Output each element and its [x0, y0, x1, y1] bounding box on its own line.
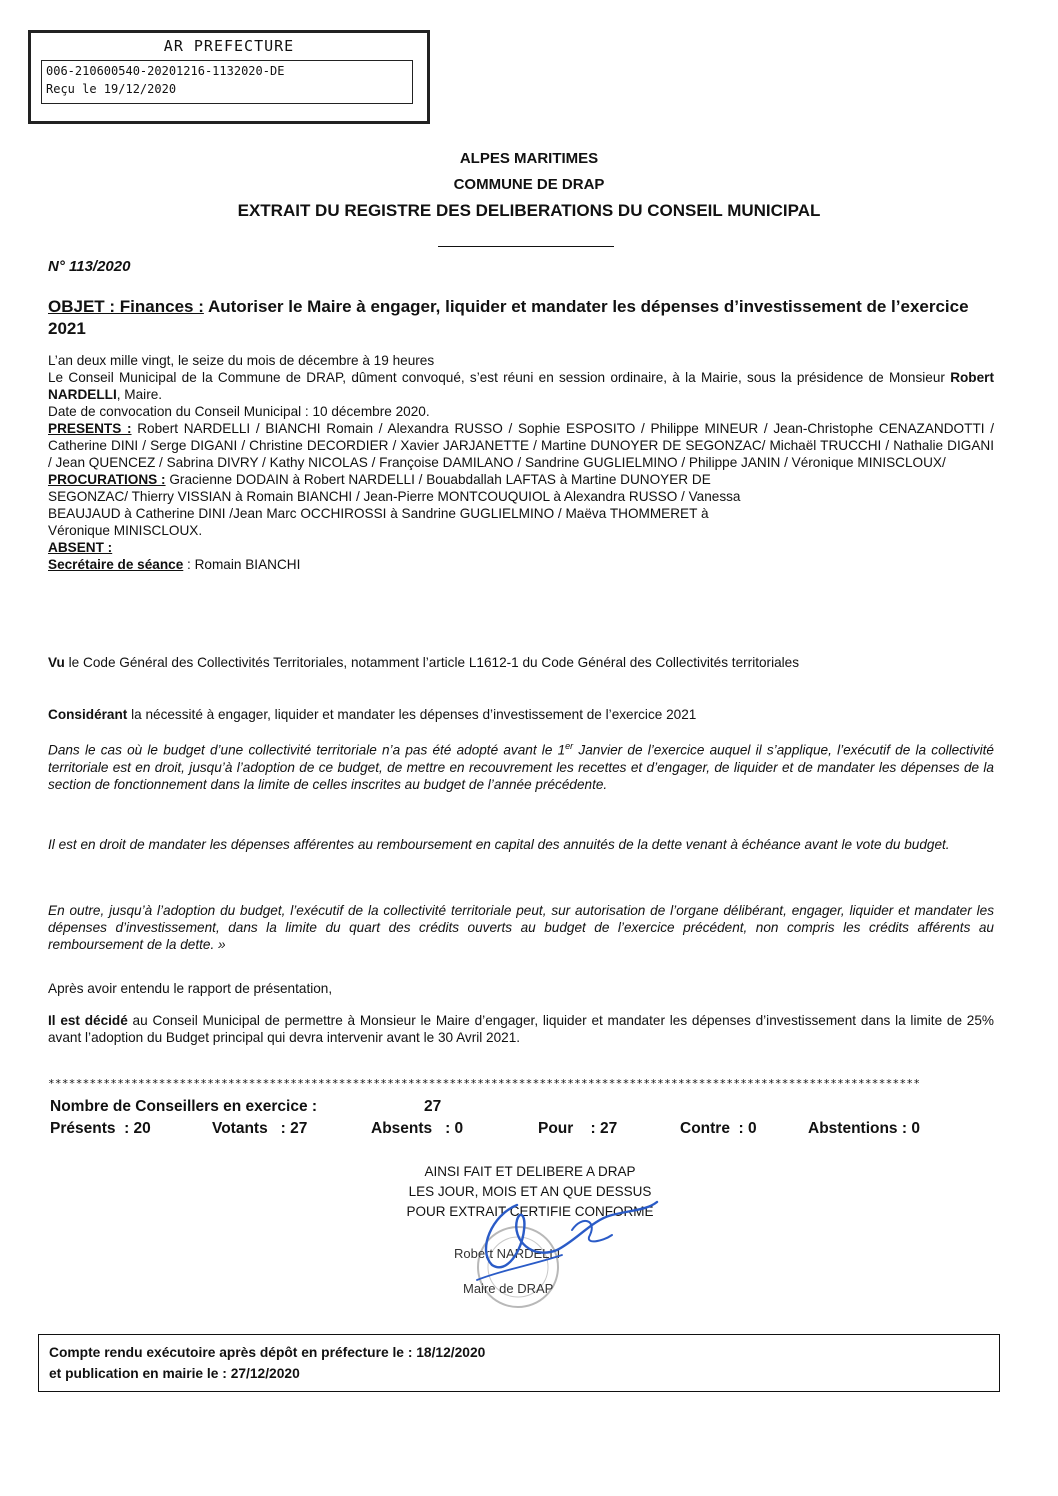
deliberation-number: N° 113/2020 — [48, 258, 131, 275]
stamp-title: AR PREFECTURE — [163, 37, 295, 55]
quote-paragraph-2: Il est en droit de mandater les dépenses afférentes au remboursement en capital des annuités de la dette venant à échéance avant le vote du budget. — [48, 837, 950, 852]
votes-absents: Absents : 0 — [371, 1120, 464, 1137]
intro-session-end: , Maire. — [116, 387, 163, 402]
rapport-line: Après avoir entendu le rapport de présentation, — [48, 981, 333, 996]
considerant-text: la nécessité à engager, liquider et mandater les dépenses d’investissement de l’exercice 2021 — [127, 707, 697, 722]
votes-abstentions: Abstentions : 0 — [808, 1120, 920, 1137]
procurations-line-3: BEAUJAUD à Catherine DINI /Jean Marc OCCHIROSSI à Sandrine GUGLIELMINO / Maëva THOMMERET à — [48, 506, 709, 521]
star-separator: ****************************************************************************************************************************** — [48, 1077, 921, 1090]
presents-label: PRESENTS : — [48, 421, 132, 436]
procurations-line-4: Véronique MINISCLOUX. — [48, 523, 203, 538]
votes-pour: Pour : 27 — [538, 1120, 618, 1137]
footer-line-2: et publication en mairie le : 27/12/2020 — [49, 1366, 300, 1381]
intro-date-line: L’an deux mille vingt, le seize du mois de décembre à 19 heures — [48, 353, 435, 368]
presents-list: Robert NARDELLI / BIANCHI Romain / Alexandra RUSSO / Sophie ESPOSITO / Philippe MINEUR / Jean-Christophe CENAZANDOTTI / Catherine DINI / Serge DIGANI / Christine DECORDIER / Xavier JARJANETTE / Martine DUNOYER DE SEGONZAC/ Michaël TRUCCHI / Nathalie DIGANI / Jean QUENCEZ / Sabrina DIVRY / Kathy NICOLAS / Françoise DAMILANO / Sandrine GUGLIELMINO / Philippe JANIN / Véronique MINISCLOUX/ — [48, 421, 995, 470]
procurations-paragraph — [48, 471, 994, 539]
considerant-label: Considérant — [48, 707, 128, 722]
votes-contre: Contre : 0 — [680, 1120, 757, 1137]
quote-paragraph-3: En outre, jusqu’à l’adoption du budget, l’exécutif de la collectivité territoriale peut, sur autorisation de l’organe délibérant, engager, liquider et mandater les dépenses d’investissement, dans la limite du quart des crédits ouverts au budget de l’exercice précédent, non compris les crédits afférents au remboursement de la dette. » — [48, 903, 994, 952]
stamp-reference: 006-210600540-20201216-1132020-DE — [46, 64, 285, 78]
decision-label: Il est décidé — [48, 1013, 128, 1028]
objet-paragraph — [48, 296, 998, 340]
objet-text: Autoriser le Maire à engager, liquider et mandater les dépenses d’investissement de l’exercice 2021 — [48, 297, 969, 338]
signatory-role: Maire de DRAP — [463, 1281, 554, 1296]
header-divider — [438, 246, 614, 247]
decision-paragraph — [48, 1012, 994, 1046]
conseillers-label: Nombre de Conseillers en exercice : — [50, 1098, 318, 1115]
procurations-line-1: Gracienne DODAIN à Robert NARDELLI / Bouabdallah LAFTAS à Martine DUNOYER DE — [165, 472, 711, 487]
quote-p1-end: Janvier de l’exercice auquel il s’applique, l’exécutif de la collectivité territoriale est en droit, jusqu’à l’adoption de ce budget, de mettre en recouvrement les recettes et d’engager, de liquider et de mandater les dépenses de la section de fonctionnement dans la limite de celles inscrites au budget de l’année précédente. — [48, 742, 994, 792]
secretaire-name: : Romain BIANCHI — [183, 557, 301, 572]
signatory-name: Robert NARDELLI — [454, 1246, 561, 1261]
procurations-line-2: SEGONZAC/ Thierry VISSIAN à Romain BIANCHI / Jean-Pierre MONTCOUQUIOL à Alexandra RUSSO / Vanessa — [48, 489, 741, 504]
president-name: Robert NARDELLI — [48, 370, 994, 402]
quote-paragraph-1 — [48, 738, 994, 793]
convocation-date: Date de convocation du Conseil Municipal : 10 décembre 2020. — [48, 404, 430, 419]
vu-paragraph — [48, 654, 994, 671]
signature-line-2: LES JOUR, MOIS ET AN QUE DESSUS — [408, 1184, 652, 1199]
conseillers-value: 27 — [424, 1098, 442, 1115]
absent-label: ABSENT : — [48, 540, 113, 555]
quote-p1-sup: er — [565, 741, 574, 751]
stamp-inner-box — [41, 60, 413, 104]
intro-session-line — [48, 369, 994, 403]
signature-line-1: AINSI FAIT ET DELIBERE A DRAP — [424, 1164, 636, 1179]
vu-text: le Code Général des Collectivités Territoriales, notamment l’article L1612-1 du Code Général des Collectivités territoriales — [64, 655, 800, 670]
secretaire-line — [48, 556, 994, 573]
procurations-label: PROCURATIONS : — [48, 472, 166, 487]
presents-paragraph — [48, 420, 994, 471]
secretaire-label: Secrétaire de séance — [48, 557, 184, 572]
votes-votants: Votants : 27 — [212, 1120, 308, 1137]
intro-session-text: Le Conseil Municipal de la Commune de DRAP, dûment convoqué, s’est réuni en session ordinaire, à la Mairie, sous la présidence de Monsieur — [48, 370, 951, 385]
footer-line-1: Compte rendu exécutoire après dépôt en préfecture le : 18/12/2020 — [49, 1345, 486, 1360]
document-title: EXTRAIT DU REGISTRE DES DELIBERATIONS DU CONSEIL MUNICIPAL — [237, 201, 821, 220]
objet-label: OBJET : Finances : — [48, 297, 204, 316]
vu-label: Vu — [48, 655, 65, 670]
commune-heading: COMMUNE DE DRAP — [453, 176, 605, 193]
prefecture-stamp — [28, 30, 430, 124]
department-heading: ALPES MARITIMES — [459, 150, 599, 167]
footer-box — [38, 1334, 1000, 1392]
decision-text: au Conseil Municipal de permettre à Monsieur le Maire d’engager, liquider et mandater les dépenses d’investissement dans la limite de 25% avant l’adoption du Budget principal qui devra intervenir avant le 30 Avril 2021. — [48, 1013, 994, 1045]
quote-p1-start: Dans le cas où le budget d’une collectivité territoriale n’a pas été adopté avant le 1 — [48, 742, 566, 758]
signature-line-3: POUR EXTRAIT CERTIFIE CONFORME — [406, 1204, 654, 1219]
handwritten-signature — [462, 1180, 672, 1290]
considerant-paragraph — [48, 706, 994, 723]
intro-block — [48, 352, 994, 573]
stamp-received-date: Reçu le 19/12/2020 — [46, 82, 177, 96]
votes-presents: Présents : 20 — [50, 1120, 151, 1137]
